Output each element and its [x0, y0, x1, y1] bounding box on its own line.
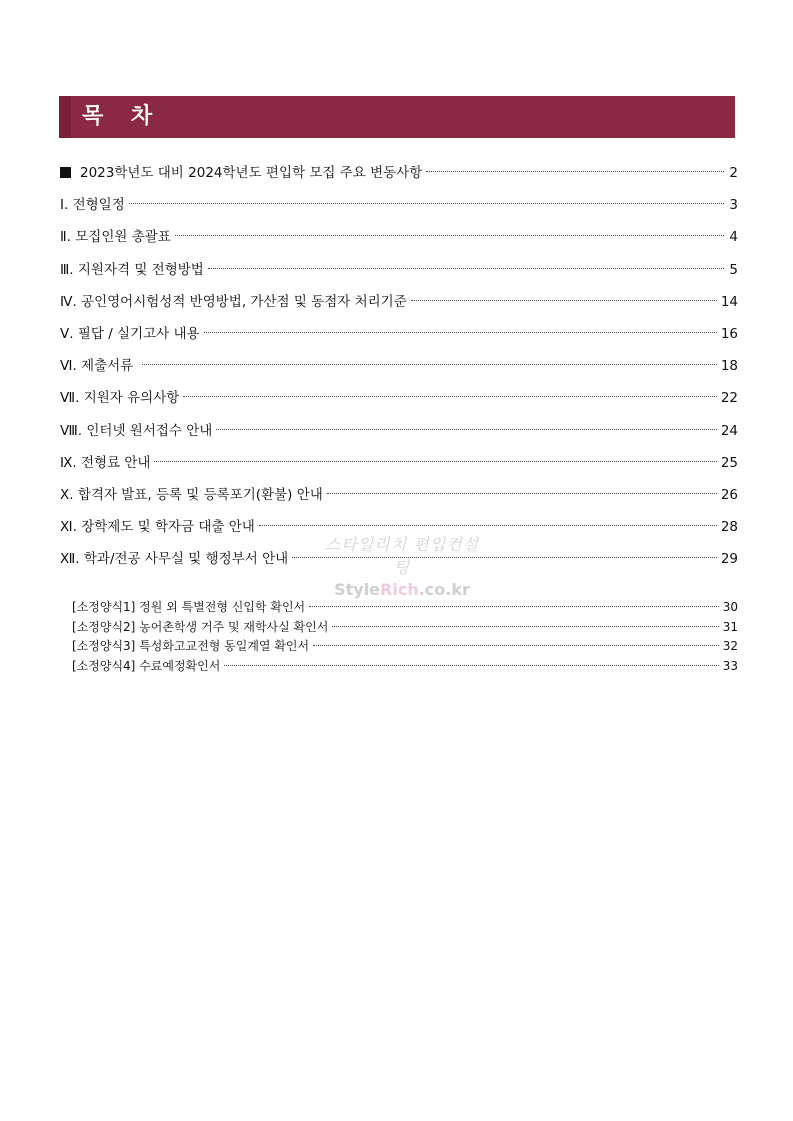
dot-leader [216, 429, 716, 430]
watermark-url-accent: Rich [380, 580, 419, 599]
toc-item-title: 전형료 안내 [80, 454, 151, 471]
toc-item-page: 22 [720, 390, 738, 407]
toc-item-number: Ⅴ. [60, 325, 78, 342]
toc-item-number: Ⅺ. [60, 519, 82, 536]
toc-item-schedule[interactable] [60, 189, 738, 221]
toc-item-page: 28 [720, 519, 738, 536]
black-square-icon [60, 167, 71, 178]
toc-header-bar [59, 96, 735, 138]
toc-item-page: 18 [720, 358, 738, 375]
toc-item-title: 2023학년도 대비 2024학년도 편입학 모집 주요 변동사항 [80, 165, 423, 181]
toc-item-title: 장학제도 및 학자금 대출 안내 [81, 519, 255, 536]
form-item-title: [소정양식1] 정원 외 특별전형 신입학 확인서 [72, 600, 306, 614]
form-item-1[interactable] [72, 598, 738, 618]
forms-list [72, 598, 738, 676]
toc-item-title: 합격자 발표, 등록 및 등록포기(환불) 안내 [77, 486, 323, 503]
toc-item-documents[interactable] [60, 350, 738, 382]
form-item-page: 31 [722, 619, 738, 634]
toc-item-fees[interactable] [60, 447, 738, 479]
toc-item-number: Ⅳ. [60, 293, 82, 310]
dot-leader [129, 203, 724, 204]
dot-leader [183, 396, 717, 397]
toc-item-number: Ⅵ. [60, 358, 82, 375]
form-item-page: 32 [722, 639, 738, 653]
toc-item-online-application[interactable] [60, 415, 738, 447]
toc-item-english-scores[interactable] [60, 286, 738, 318]
dot-leader [292, 557, 717, 558]
toc-item-number: Ⅱ. [60, 229, 76, 246]
toc-item-number: Ⅷ. [60, 422, 87, 439]
toc-item-title: 모집인원 총괄표 [75, 229, 171, 246]
toc-item-page: 29 [720, 551, 738, 568]
toc-item-number: Ⅻ. [60, 551, 84, 568]
form-item-2[interactable] [72, 618, 738, 638]
toc-item-changes[interactable] [60, 157, 738, 189]
toc-item-title: 지원자격 및 전형방법 [77, 261, 204, 278]
toc-item-title: 공인영어시험성적 반영방법, 가산점 및 동점자 처리기준 [81, 293, 407, 310]
toc-item-number: Ⅶ. [60, 390, 84, 407]
toc-item-title: 제출서류 [81, 358, 138, 375]
form-item-title: [소정양식4] 수료예정확인서 [72, 658, 221, 673]
page-title: 목 차 [82, 104, 163, 129]
toc-item-page: 26 [720, 486, 738, 503]
toc-item-quota[interactable] [60, 221, 738, 253]
form-item-page: 33 [722, 658, 738, 673]
toc-item-page: 3 [729, 197, 738, 214]
toc-item-scholarship[interactable] [60, 511, 738, 543]
dot-leader [411, 300, 717, 301]
toc-item-results-registration[interactable] [60, 479, 738, 511]
dot-leader [332, 626, 718, 627]
watermark-url-part: .co.kr [418, 580, 470, 599]
toc-item-page: 2 [729, 165, 738, 181]
dot-leader [259, 525, 717, 526]
dot-leader [309, 606, 719, 607]
dot-leader [142, 364, 717, 365]
toc-item-page: 5 [729, 261, 738, 278]
toc-item-page: 25 [720, 454, 738, 471]
toc-item-title: 인터넷 원서접수 안내 [86, 422, 213, 439]
form-item-title: [소정양식3] 특성화고교전형 동일계열 확인서 [72, 639, 310, 653]
dot-leader [208, 268, 724, 269]
watermark-url-part: Style [334, 580, 381, 599]
dot-leader [204, 332, 717, 333]
form-item-4[interactable] [72, 657, 738, 677]
dot-leader [313, 645, 719, 646]
toc-item-title: 지원자 유의사항 [83, 390, 180, 407]
toc-item-number: Ⅰ. [60, 197, 73, 214]
table-of-contents [60, 157, 738, 575]
toc-item-number: Ⅲ. [60, 261, 78, 278]
dot-leader [327, 493, 717, 494]
toc-item-applicant-notes[interactable] [60, 382, 738, 414]
toc-item-number: Ⅹ. [60, 486, 78, 503]
form-item-3[interactable] [72, 637, 738, 657]
toc-item-title: 필답 / 실기고사 내용 [77, 325, 200, 342]
dot-leader [426, 171, 724, 172]
dot-leader [154, 461, 716, 462]
toc-item-page: 14 [720, 293, 738, 310]
toc-item-page: 24 [720, 422, 738, 439]
watermark-url [322, 580, 482, 599]
toc-item-title: 전형일정 [72, 197, 125, 214]
toc-item-page: 16 [720, 325, 738, 342]
watermark-text: 스타일리치 편입컨설팅 [324, 535, 480, 577]
toc-item-exam-content[interactable] [60, 318, 738, 350]
dot-leader [175, 235, 724, 236]
toc-item-number: Ⅸ. [60, 454, 81, 471]
toc-item-department-offices[interactable] [60, 543, 738, 575]
form-item-title: [소정양식2] 농어촌학생 거주 및 재학사실 확인서 [72, 619, 329, 634]
form-item-page: 30 [722, 600, 738, 614]
dot-leader [224, 665, 718, 666]
toc-item-title: 학과/전공 사무실 및 행정부서 안내 [83, 551, 289, 568]
toc-item-page: 4 [729, 229, 738, 246]
toc-item-eligibility[interactable] [60, 254, 738, 286]
header-accent [59, 96, 71, 138]
